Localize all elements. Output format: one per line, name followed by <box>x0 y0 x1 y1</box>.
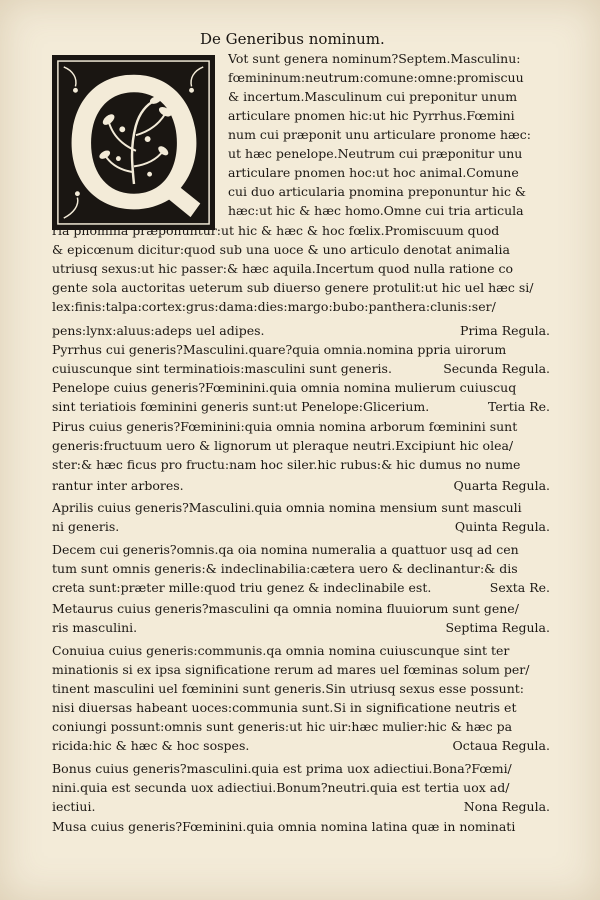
text-line: ut hæc penelope.Neutrum cui præponitur unu <box>228 146 523 161</box>
text-line: & incertum.Masculinum cui preponitur unum <box>228 89 518 104</box>
text-line: Musa cuius generis?Fœminini.quia omnia nomina latina quæ in nominati <box>52 819 516 834</box>
page-header: De Generibus nominum. <box>200 30 385 48</box>
rule-label: Tertia Re. <box>488 399 550 414</box>
text-row <box>52 560 550 577</box>
text-row <box>52 518 550 535</box>
text-line: Decem cui generis?omnis.qa oia nomina numeralia a quattuor usq ad cen <box>52 542 519 557</box>
text-line: & epicœnum dicitur:quod sub una uoce & uno articulo denotat animalia <box>52 242 510 257</box>
text-line: Pirus cuius generis?Fœminini:quia omnia nomina arborum fœminini sunt <box>52 419 518 434</box>
text-row <box>52 341 550 358</box>
text-line: lex:finis:talpa:cortex:grus:dama:dies:margo:bubo:panthera:clunis:ser/ <box>52 299 496 314</box>
text-row <box>52 360 550 377</box>
text-line: nisi diuersas habeant uoces:communia sunt.Si in significatione neutris et <box>52 700 517 715</box>
text-row <box>52 499 550 516</box>
text-row <box>52 398 550 415</box>
text-row <box>52 718 550 735</box>
text-row <box>52 798 550 815</box>
text-row <box>52 619 550 636</box>
text-row <box>52 477 550 494</box>
text-line: minationis si ex ipsa significatione rerum ad mares uel fœminas solum per/ <box>52 662 530 677</box>
text-line: Vot sunt genera nominum?Septem.Masculinu: <box>228 51 521 66</box>
rule-label: Octaua Regula. <box>452 738 550 753</box>
text-line: Metaurus cuius generis?masculini qa omnia nomina fluuiorum sunt gene/ <box>52 601 519 616</box>
text-row <box>52 437 550 454</box>
text-line: rantur inter arbores. <box>52 478 184 493</box>
text-line: ni generis. <box>52 519 120 534</box>
decorated-initial-q-icon <box>52 55 215 230</box>
text-line: ria pnomina præponuntur:ut hic & hæc & hoc fœlix.Promiscuum quod <box>52 223 500 238</box>
text-line: articulare pnomen hic:ut hic Pyrrhus.Fœmini <box>228 108 515 123</box>
text-line: Aprilis cuius generis?Masculini.quia omnia nomina mensium sunt masculi <box>52 500 522 515</box>
text-line: nini.quia est secunda uox adiectiui.Bonum?neutri.quia est tertia uox ad/ <box>52 780 510 795</box>
text-row <box>52 579 550 596</box>
rule-label: Quinta Regula. <box>454 519 550 534</box>
text-line: Penelope cuius generis?Fœminini.quia omnia nomina mulierum cuiuscuq <box>52 380 517 395</box>
text-line: utriusq sexus:ut hic passer:& hæc aquila.Incertum quod nulla ratione co <box>52 261 514 276</box>
text-line: tinent masculini uel fœminini sunt generis.Sin utriusq sexus esse possunt: <box>52 681 525 696</box>
text-line: num cui præponit unu articulare pronome hæc: <box>228 127 531 142</box>
text-line: coniungi possunt:omnis sunt generis:ut hic uir:hæc mulier:hic & hæc pa <box>52 719 513 734</box>
text-line: generis:fructuum uero & lignorum ut pleraque neutri.Excipiunt hic olea/ <box>52 438 514 453</box>
text-line: ricida:hic & hæc & hoc sospes. <box>52 738 250 753</box>
text-line: sint teriatiois fœminini generis sunt:ut Penelope:Glicerium. <box>52 399 430 414</box>
text-row <box>52 779 550 796</box>
text-row <box>52 661 550 678</box>
text-row <box>52 541 550 558</box>
text-row <box>52 737 550 754</box>
text-line: cuiuscunque sint terminatiois:masculini sunt generis. <box>52 361 392 376</box>
rule-label: Sexta Re. <box>489 580 550 595</box>
rule-label: Nona Regula. <box>463 799 550 814</box>
text-line: gente sola auctoritas ueterum sub diuerso genere protulit:ut hic uel hæc si/ <box>52 280 534 295</box>
text-line: creta sunt:præter mille:quod triu genez & indeclinabile est. <box>52 580 432 595</box>
text-row <box>52 322 550 339</box>
text-row <box>52 699 550 716</box>
text-row <box>52 456 550 473</box>
text-line: pens:lynx:aluus:adeps uel adipes. <box>52 323 265 338</box>
text-line: iectiui. <box>52 799 96 814</box>
text-line: tum sunt omnis generis:& indeclinabilia:cætera uero & declinantur:& dis <box>52 561 518 576</box>
rule-label: Secunda Regula. <box>443 361 550 376</box>
text-row <box>52 818 550 835</box>
text-row <box>52 642 550 659</box>
text-line: Pyrrhus cui generis?Masculini.quare?quia omnia.nomina ppria uirorum <box>52 342 507 357</box>
text-line: articulare pnomen hoc:ut hoc animal.Comune <box>228 165 519 180</box>
text-row <box>52 418 550 435</box>
text-line: hæc:ut hic & hæc homo.Omne cui tria articula <box>228 203 524 218</box>
text-line: ris masculini. <box>52 620 138 635</box>
text-line: Bonus cuius generis?masculini.quia est prima uox adiectiui.Bona?Fœmi/ <box>52 761 512 776</box>
text-row <box>52 680 550 697</box>
text-row <box>52 600 550 617</box>
text-row <box>52 379 550 396</box>
rule-label: Septima Regula. <box>445 620 550 635</box>
rule-label: Quarta Regula. <box>453 478 550 493</box>
text-line: Conuiua cuius generis:communis.qa omnia nomina cuiuscunque sint ter <box>52 643 510 658</box>
rule-label: Prima Regula. <box>460 323 550 338</box>
text-row <box>52 760 550 777</box>
text-line: ster:& hæc ficus pro fructu:nam hoc siler.hic rubus:& hic dumus no nume <box>52 457 521 472</box>
text-line: cui duo articularia pnomina preponuntur hic & <box>228 184 527 199</box>
text-line: fœmininum:neutrum:comune:omne:promiscuu <box>228 70 524 85</box>
